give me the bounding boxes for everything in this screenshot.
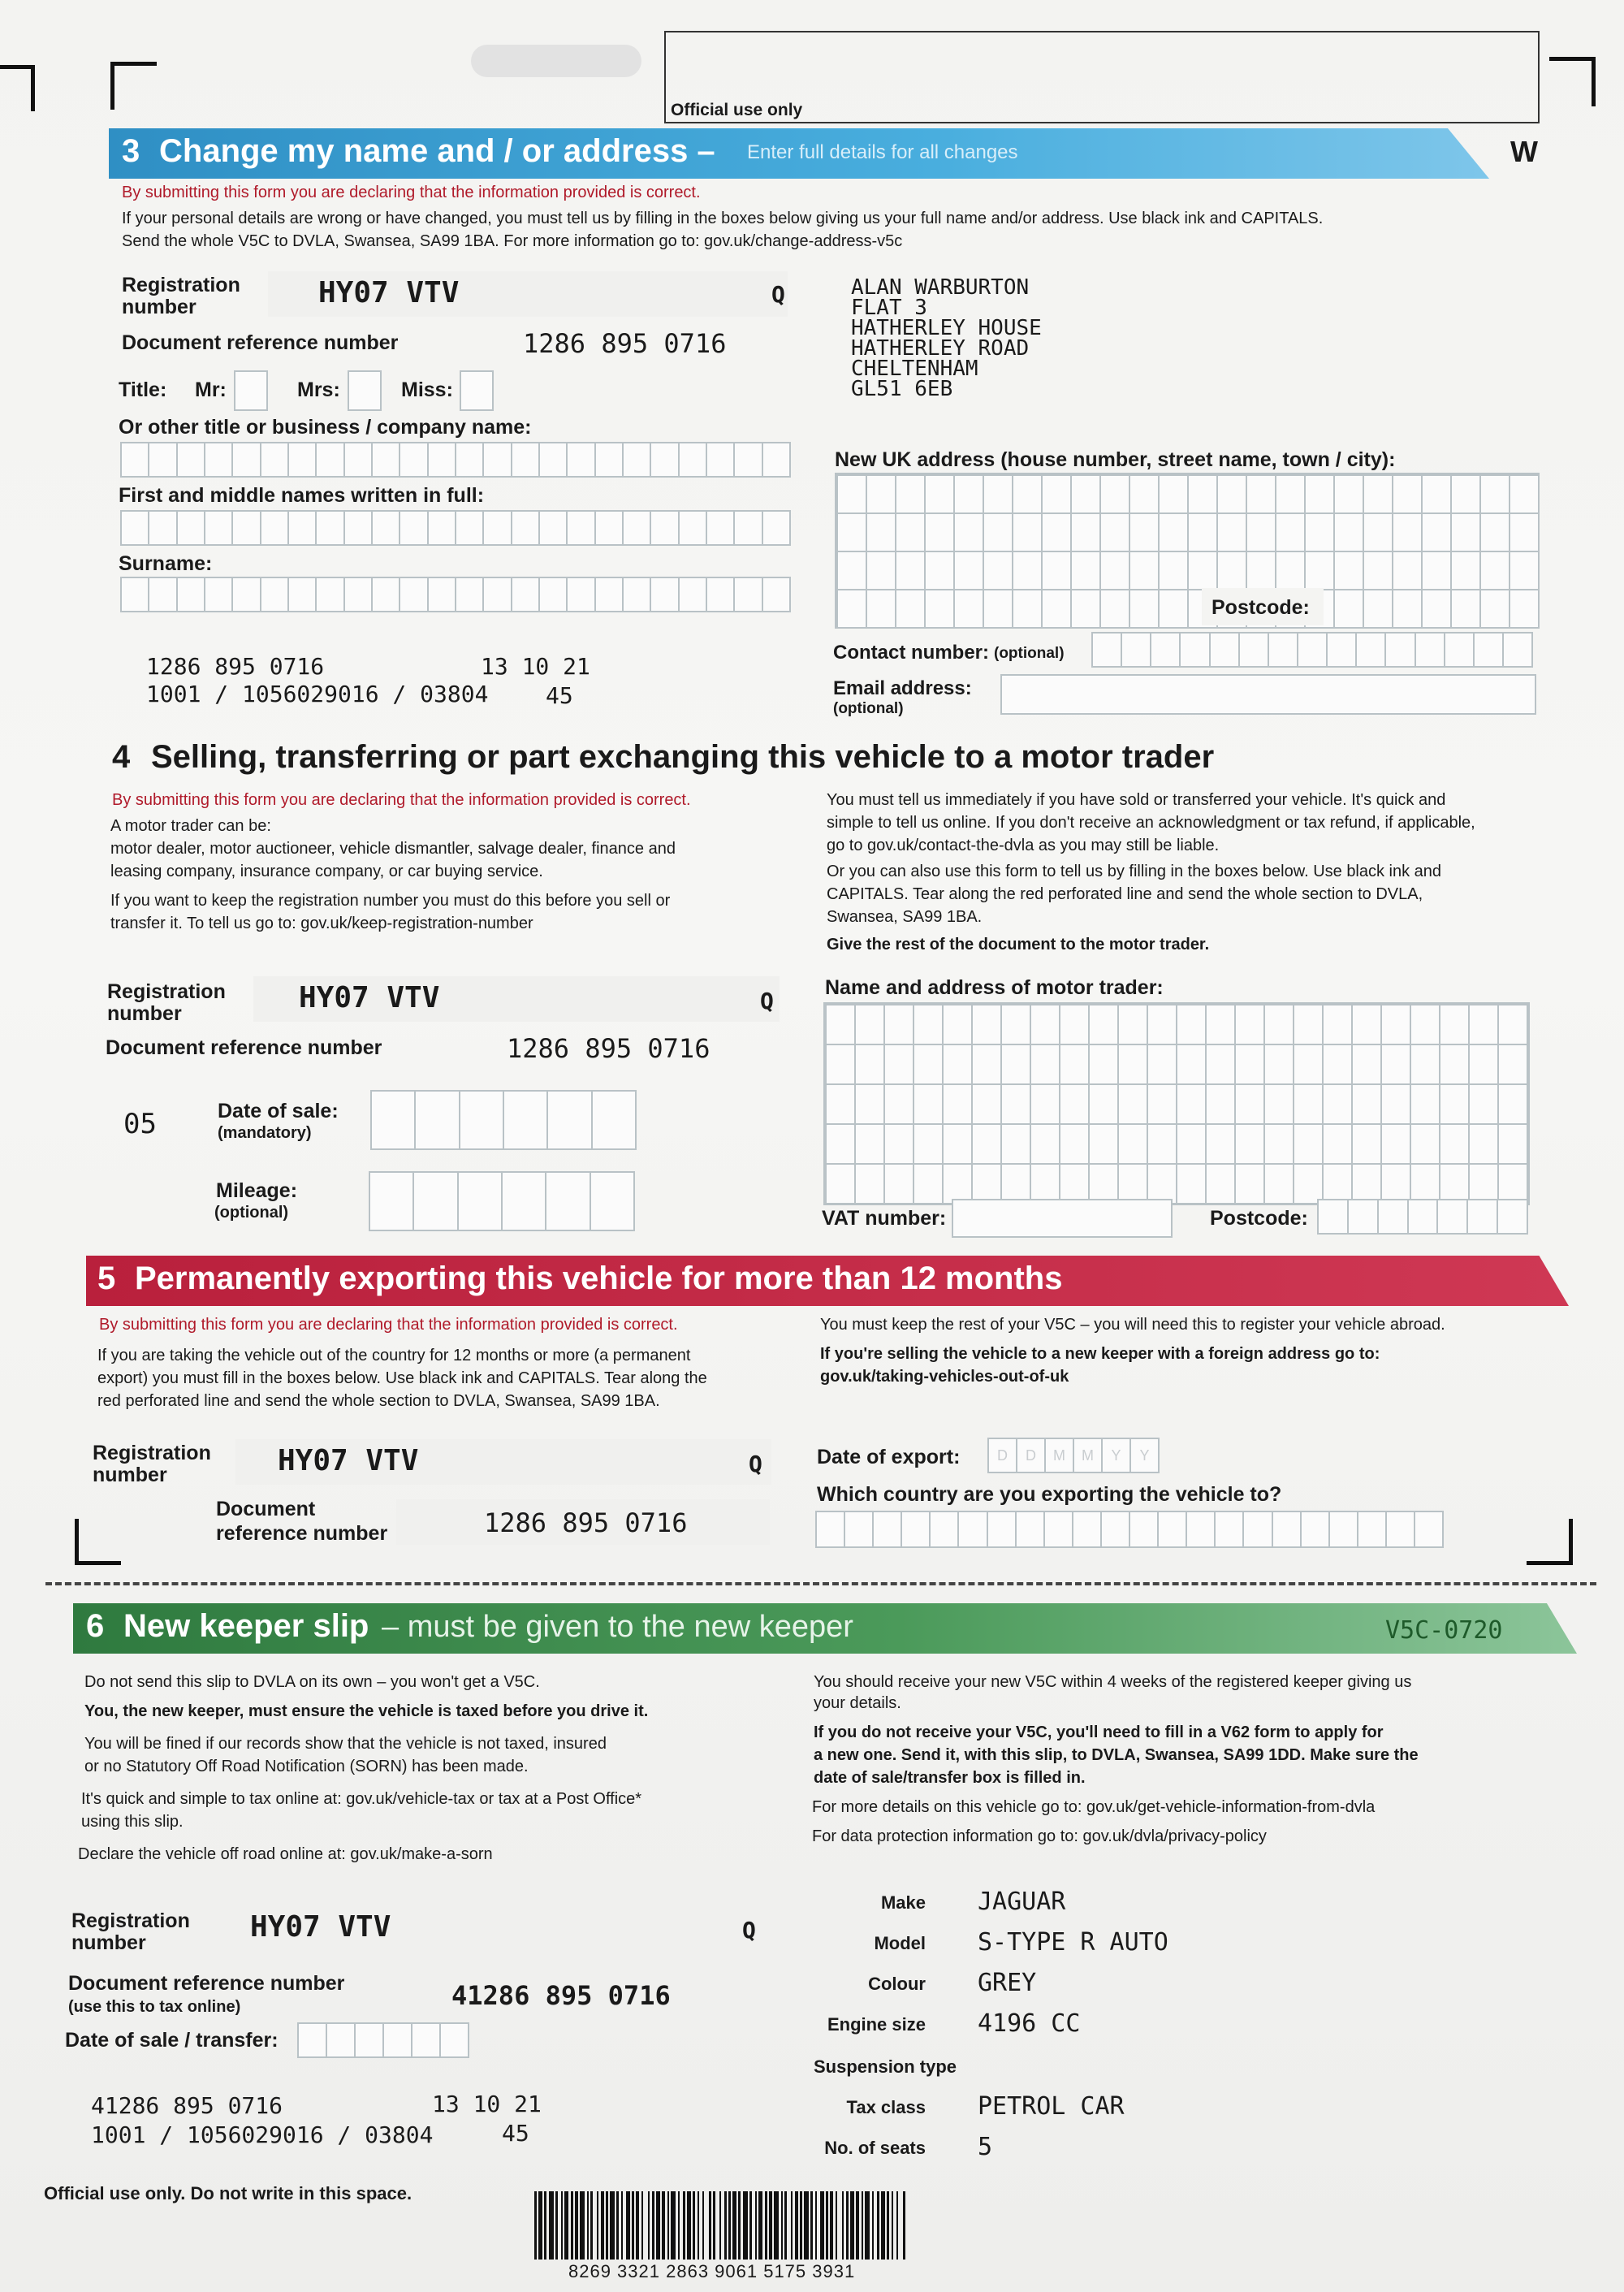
barcode-bar [865, 2191, 870, 2260]
barcode-bar [749, 2191, 752, 2260]
s6-left-4a: It's quick and simple to tax online at: gov.uk/vehicle-tax or tax at a Post Office* [81, 1790, 642, 1808]
vehicle-value: S-TYPE R AUTO [978, 1928, 1168, 1957]
barcode-bar [601, 2191, 604, 2260]
s3-contact-optional: (optional) [994, 645, 1065, 662]
barcode-bar [755, 2191, 757, 2260]
s3-email-optional: (optional) [833, 700, 904, 717]
section6-number: 6 [86, 1608, 105, 1644]
s6-num: 45 [502, 2120, 529, 2147]
s5-reg-label: Registration number [93, 1442, 211, 1486]
section3-intro-2: Send the whole V5C to DVLA, Swansea, SA99 1BA. For more information go to: gov.uk/change-address-v5c [122, 232, 903, 250]
s4-right-1: You must tell us immediately if you have sold or transferred your vehicle. It's quick and [827, 791, 1446, 809]
s3-email-label: Email address: [833, 677, 972, 699]
section5-number: 5 [97, 1261, 116, 1296]
vehicle-value: JAGUAR [978, 1888, 1066, 1916]
date-box-m2[interactable]: M [1073, 1438, 1103, 1473]
s3-other-title-boxes[interactable] [120, 442, 789, 478]
barcode-bar [544, 2191, 546, 2260]
barcode-bar [781, 2191, 783, 2260]
barcode-bar [724, 2191, 727, 2260]
s5-docref-label-2: reference number [216, 1522, 388, 1545]
barcode-bar [719, 2191, 721, 2260]
barcode-bar [862, 2191, 863, 2260]
s3-num: 45 [546, 682, 573, 709]
barcode-bar [769, 2191, 772, 2260]
s4-declaration: By submitting this form you are declaring that the information provided is correct. [112, 791, 691, 809]
date-box-m1[interactable]: M [1044, 1438, 1074, 1473]
section6-subtitle: – must be given to the new keeper [382, 1610, 853, 1644]
s3-docref-value: 1286 895 0716 [523, 328, 727, 359]
s3-first-names-label: First and middle names written in full: [119, 484, 485, 507]
s4-trader-list-2: leasing company, insurance company, or car buying service. [110, 863, 543, 880]
barcode-bar [571, 2191, 573, 2260]
s3-new-address-label: New UK address (house number, street name, town / city): [835, 448, 1396, 471]
vehicle-row [780, 1886, 1510, 1927]
s6-left-5: Declare the vehicle off road online at: gov.uk/make-a-sorn [78, 1845, 493, 1863]
barcode-bar [820, 2191, 824, 2260]
s6-right-4: For data protection information go to: gov.uk/dvla/privacy-policy [812, 1827, 1267, 1845]
barcode-bar [877, 2191, 879, 2260]
barcode-bar [804, 2191, 809, 2260]
barcode-bar [538, 2191, 542, 2260]
corner-mark-top-right [1549, 57, 1596, 106]
vehicle-label: Engine size [827, 2014, 926, 2035]
s5-docref-label-1: Document [216, 1498, 316, 1520]
s6-date: 13 10 21 [432, 2091, 542, 2117]
s5-declaration: By submitting this form you are declaring that the information provided is correct. [99, 1316, 678, 1334]
s3-first-names-boxes[interactable] [120, 510, 789, 546]
section3-number: 3 [122, 133, 140, 169]
s3-contact-label: Contact number: [833, 642, 989, 664]
section3-intro-1: If your personal details are wrong or have changed, you must tell us by filling in the boxes below giving us your full name and/or address. Use black ink and CAPITALS. [122, 210, 1324, 227]
barcode-bar [662, 2191, 665, 2260]
s4-mileage-label: Mileage: [216, 1179, 298, 1202]
s4-right-4: Or you can also use this form to tell us by filling in the boxes below. Use black ink and [827, 863, 1442, 880]
vehicle-row [780, 2008, 1510, 2048]
section4-title: Selling, transferring or part exchanging this vehicle to a motor trader [151, 739, 1215, 775]
vehicle-label: Suspension type [814, 2056, 957, 2077]
s3-contact-boxes[interactable] [1091, 632, 1531, 668]
vehicle-value: GREY [978, 1969, 1037, 1997]
vehicle-label: Tax class [846, 2097, 926, 2117]
barcode-bar [564, 2191, 568, 2260]
s6-vehicle-details [780, 1886, 1510, 2172]
barcode-bar [795, 2191, 798, 2260]
date-box-d1[interactable]: D [987, 1438, 1017, 1473]
s3-email-field[interactable] [1000, 674, 1536, 715]
s6-left-1: Do not send this slip to DVLA on its own – you won't get a V5C. [84, 1673, 540, 1691]
s3-mrs-label: Mrs: [297, 378, 340, 401]
s6-date-sale-label: Date of sale / transfer: [65, 2029, 279, 2052]
barcode-bar [856, 2191, 859, 2260]
s4-optional-label: (optional) [214, 1204, 289, 1222]
barcode-bar [652, 2191, 654, 2260]
barcode-bar [842, 2191, 844, 2260]
s4-keep-1: If you want to keep the registration number you must do this before you sell or [110, 892, 671, 910]
s3-postcode-label: Postcode: [1212, 596, 1310, 619]
vehicle-row [780, 2091, 1510, 2131]
barcode-bar [698, 2191, 699, 2260]
barcode-bar [590, 2191, 593, 2260]
s6-docref-value: 41286 895 0716 [451, 1980, 671, 2011]
s6-left-3b: or no Statutory Off Road Notification (SORN) has been made. [84, 1758, 529, 1775]
s3-mr-label: Mr: [195, 378, 227, 401]
s4-reg-label: Registration number [107, 980, 226, 1025]
barcode-bar [826, 2191, 828, 2260]
s3-q-mark: Q [771, 281, 785, 308]
vehicle-label: Colour [868, 1974, 926, 1994]
s4-keep-2: transfer it. To tell us go to: gov.uk/keep-registration-number [110, 915, 533, 932]
date-box-y1[interactable]: Y [1101, 1438, 1131, 1473]
s3-mr-checkbox[interactable] [234, 370, 268, 411]
s5-export-date-label: Date of export: [817, 1446, 961, 1468]
s5-left-2: export) you must fill in the boxes below. Use black ink and CAPITALS. Tear along the [97, 1369, 707, 1387]
barcode-bar [632, 2191, 634, 2260]
s4-date-of-sale-label: Date of sale: [218, 1100, 339, 1122]
s3-docref-label: Document reference number [122, 331, 399, 354]
s4-postcode-boxes[interactable] [1317, 1199, 1527, 1235]
s4-vat-label: VAT number: [822, 1207, 947, 1230]
barcode-bar [641, 2191, 643, 2260]
vehicle-row [780, 2131, 1510, 2172]
barcode-bar [580, 2191, 585, 2260]
barcode-bar [549, 2191, 554, 2260]
s5-country-label: Which country are you exporting the vehicle to? [817, 1483, 1282, 1506]
s5-left-3: red perforated line and send the whole section to DVLA, Swansea, SA99 1BA. [97, 1392, 660, 1410]
address-line-4: HATHERLEY ROAD [851, 336, 1030, 361]
s6-right-1a: You should receive your new V5C within 4 weeks of the registered keeper giving us [814, 1673, 1412, 1691]
section3-subtitle: Enter full details for all changes [747, 141, 1018, 163]
barcode-bar [621, 2191, 623, 2260]
barcode-bar [597, 2191, 598, 2260]
barcode-bar [810, 2191, 813, 2260]
barcode-bar [667, 2191, 669, 2260]
barcode-bar [610, 2191, 615, 2260]
s4-trader-intro: A motor trader can be: [110, 817, 271, 835]
barcode-bar [534, 2191, 537, 2260]
header-letter: W [1510, 135, 1538, 168]
s6-code-2: 1001 / 1056029016 / 03804 [91, 2121, 434, 2148]
section4-number: 4 [112, 739, 131, 775]
vehicle-row [780, 2048, 1510, 2091]
s6-right-2c: date of sale/transfer box is filled in. [814, 1769, 1086, 1787]
barcode-bar [738, 2191, 741, 2260]
s5-reg-value: HY07 VTV [278, 1444, 419, 1477]
s6-date-sale-boxes[interactable] [297, 2022, 468, 2058]
s4-right-7: Give the rest of the document to the motor trader. [827, 936, 1210, 954]
vehicle-value: 5 [978, 2133, 993, 2161]
section3-declaration: By submitting this form you are declaring that the information provided is correct. [122, 184, 701, 201]
barcode-bar [713, 2191, 715, 2260]
s4-trader-name-label: Name and address of motor trader: [825, 976, 1164, 999]
barcode-bar [892, 2191, 893, 2260]
s3-reg-value: HY07 VTV [318, 276, 460, 309]
barcode-bar [774, 2191, 779, 2260]
barcode-bar [765, 2191, 767, 2260]
address-line-2: FLAT 3 [851, 296, 927, 320]
s6-reg-label: Registration number [71, 1909, 190, 1954]
s5-docref-value: 1286 895 0716 [484, 1507, 688, 1538]
barcode-bar [678, 2191, 680, 2260]
s4-right-5: CAPITALS. Tear along the red perforated line and send the whole section to DVLA, [827, 885, 1423, 903]
s3-mrs-checkbox[interactable] [348, 370, 382, 411]
address-line-5: CHELTENHAM [851, 357, 978, 381]
barcode-bar [846, 2191, 849, 2260]
vehicle-label: No. of seats [824, 2138, 926, 2158]
barcode-bar [687, 2191, 691, 2260]
date-box-d2[interactable]: D [1016, 1438, 1046, 1473]
barcode-bar [887, 2191, 889, 2260]
vehicle-label: Model [874, 1933, 926, 1953]
s4-trader-address-grid[interactable] [823, 1002, 1530, 1205]
barcode-bar [648, 2191, 650, 2260]
s3-surname-boxes[interactable] [120, 577, 789, 612]
s4-date-of-sale-boxes[interactable] [370, 1090, 635, 1150]
corner-mark-s5-right [1527, 1519, 1573, 1565]
s6-right-2a: If you do not receive your V5C, you'll need to fill in a V62 form to apply for [814, 1723, 1384, 1741]
barcode-bar [836, 2191, 837, 2260]
address-line-1: ALAN WARBURTON [851, 275, 1030, 300]
barcode-bar [683, 2191, 685, 2260]
s3-code-1: 1286 895 0716 [146, 653, 325, 680]
s4-vat-field[interactable] [952, 1199, 1173, 1238]
barcode-bar [728, 2191, 731, 2260]
barcode-bar [758, 2191, 762, 2260]
barcode-bar [784, 2191, 787, 2260]
s4-right-2: simple to tell us online. If you don't receive an acknowledgment or tax refund, if applicable, [827, 814, 1475, 832]
s4-code: 05 [123, 1108, 157, 1140]
barcode-bar [636, 2191, 639, 2260]
address-line-6: GL51 6EB [851, 377, 953, 401]
s6-docref-sub: (use this to tax online) [68, 1998, 241, 2016]
s4-docref-value: 1286 895 0716 [507, 1033, 710, 1064]
barcode-bar [575, 2191, 578, 2260]
s6-right-3: For more details on this vehicle go to: gov.uk/get-vehicle-information-from-dvla [812, 1798, 1376, 1816]
section6-title: New keeper slip [123, 1608, 369, 1644]
barcode-bar [896, 2191, 898, 2260]
barcode-bar [626, 2191, 630, 2260]
barcode-bar [791, 2191, 793, 2260]
barcode-bar [671, 2191, 676, 2260]
s3-surname-label: Surname: [119, 552, 213, 575]
s5-export-date-boxes[interactable] [987, 1438, 1158, 1473]
section3-title: Change my name and / or address – [159, 133, 715, 169]
s4-mandatory-label: (mandatory) [218, 1124, 312, 1142]
s6-left-2: You, the new keeper, must ensure the vehicle is taxed before you drive it. [84, 1702, 649, 1720]
s4-trader-list-1: motor dealer, motor auctioneer, vehicle dismantler, salvage dealer, finance and [110, 840, 676, 858]
barcode-bar [732, 2191, 736, 2260]
barcode-bar [709, 2191, 711, 2260]
s6-reg-value: HY07 VTV [250, 1910, 391, 1944]
vehicle-row [780, 1967, 1510, 2008]
s6-right-2b: a new one. Send it, with this slip, to DVLA, Swansea, SA99 1DD. Make sure the [814, 1746, 1419, 1764]
vehicle-label: Make [880, 1892, 926, 1913]
section5-title: Permanently exporting this vehicle for more than 12 months [135, 1261, 1063, 1296]
vehicle-value: PETROL CAR [978, 2092, 1125, 2121]
s3-title-label: Title: [119, 378, 167, 401]
barcode-bar [800, 2191, 802, 2260]
s3-current-address [851, 275, 1042, 401]
section6-form-code: V5C-0720 [1385, 1616, 1503, 1645]
s5-q-mark: Q [749, 1451, 762, 1477]
corner-mark-s5-left [75, 1519, 121, 1565]
s6-left-3a: You will be fined if our records show that the vehicle is not taxed, insured [84, 1735, 607, 1753]
barcode-bar [850, 2191, 854, 2260]
corner-mark-grey [471, 45, 641, 77]
s3-reg-label: Registration number [122, 274, 240, 318]
barcode-bar [616, 2191, 619, 2260]
s5-country-boxes[interactable] [815, 1511, 1442, 1548]
barcode-bar [881, 2191, 885, 2260]
s4-right-3: go to gov.uk/contact-the-dvla as you may still be liable. [827, 837, 1220, 854]
barcode-bar [693, 2191, 695, 2260]
s3-date: 13 10 21 [481, 653, 590, 680]
barcode [534, 2191, 909, 2260]
s6-code-1: 41286 895 0716 [91, 2092, 283, 2119]
barcode-bar [815, 2191, 817, 2260]
vehicle-value: 4196 CC [978, 2009, 1081, 2038]
perforated-tear-line [45, 1582, 1596, 1585]
s4-docref-label: Document reference number [106, 1036, 382, 1059]
s4-mileage-boxes[interactable] [369, 1171, 633, 1231]
s3-new-address-grid[interactable] [835, 473, 1540, 629]
vehicle-row [780, 1927, 1510, 1967]
s6-right-1b: your details. [814, 1694, 901, 1712]
barcode-bar [606, 2191, 608, 2260]
s3-miss-label: Miss: [401, 378, 453, 401]
s6-left-4b: using this slip. [81, 1813, 184, 1831]
address-line-3: HATHERLEY HOUSE [851, 316, 1042, 340]
s5-right-2: If you're selling the vehicle to a new keeper with a foreign address go to: [820, 1345, 1380, 1363]
s4-reg-value: HY07 VTV [299, 981, 440, 1014]
s3-miss-checkbox[interactable] [460, 370, 494, 411]
barcode-bar [587, 2191, 589, 2260]
barcode-bar [743, 2191, 748, 2260]
barcode-bar [656, 2191, 660, 2260]
barcode-number: 8269 3321 2863 9061 5175 3931 [568, 2261, 856, 2281]
barcode-bar [561, 2191, 563, 2260]
s5-left-1: If you are taking the vehicle out of the country for 12 months or more (a permanent [97, 1347, 691, 1364]
s3-other-title-label: Or other title or business / company name: [119, 416, 532, 439]
s5-right-1: You must keep the rest of your V5C – you will need this to register your vehicle abroad. [820, 1316, 1445, 1334]
corner-mark-top-left [0, 65, 35, 111]
s6-official-bottom: Official use only. Do not write in this space. [44, 2183, 412, 2203]
s6-docref-label: Document reference number [68, 1972, 345, 1995]
corner-mark-top-left-inner [110, 62, 157, 110]
s4-right-6: Swansea, SA99 1BA. [827, 908, 983, 926]
s6-q-mark: Q [742, 1917, 756, 1944]
barcode-bar [555, 2191, 558, 2260]
s4-q-mark: Q [760, 988, 774, 1014]
barcode-bar [830, 2191, 833, 2260]
barcode-bar [702, 2191, 704, 2260]
s4-postcode-label: Postcode: [1210, 1207, 1308, 1230]
barcode-bar [872, 2191, 874, 2260]
official-use-label: Official use only [671, 101, 803, 119]
date-box-y2[interactable]: Y [1129, 1438, 1160, 1473]
s3-code-2: 1001 / 1056029016 / 03804 [146, 681, 489, 707]
s5-right-3: gov.uk/taking-vehicles-out-of-uk [820, 1368, 1069, 1386]
barcode-bar [903, 2191, 905, 2260]
